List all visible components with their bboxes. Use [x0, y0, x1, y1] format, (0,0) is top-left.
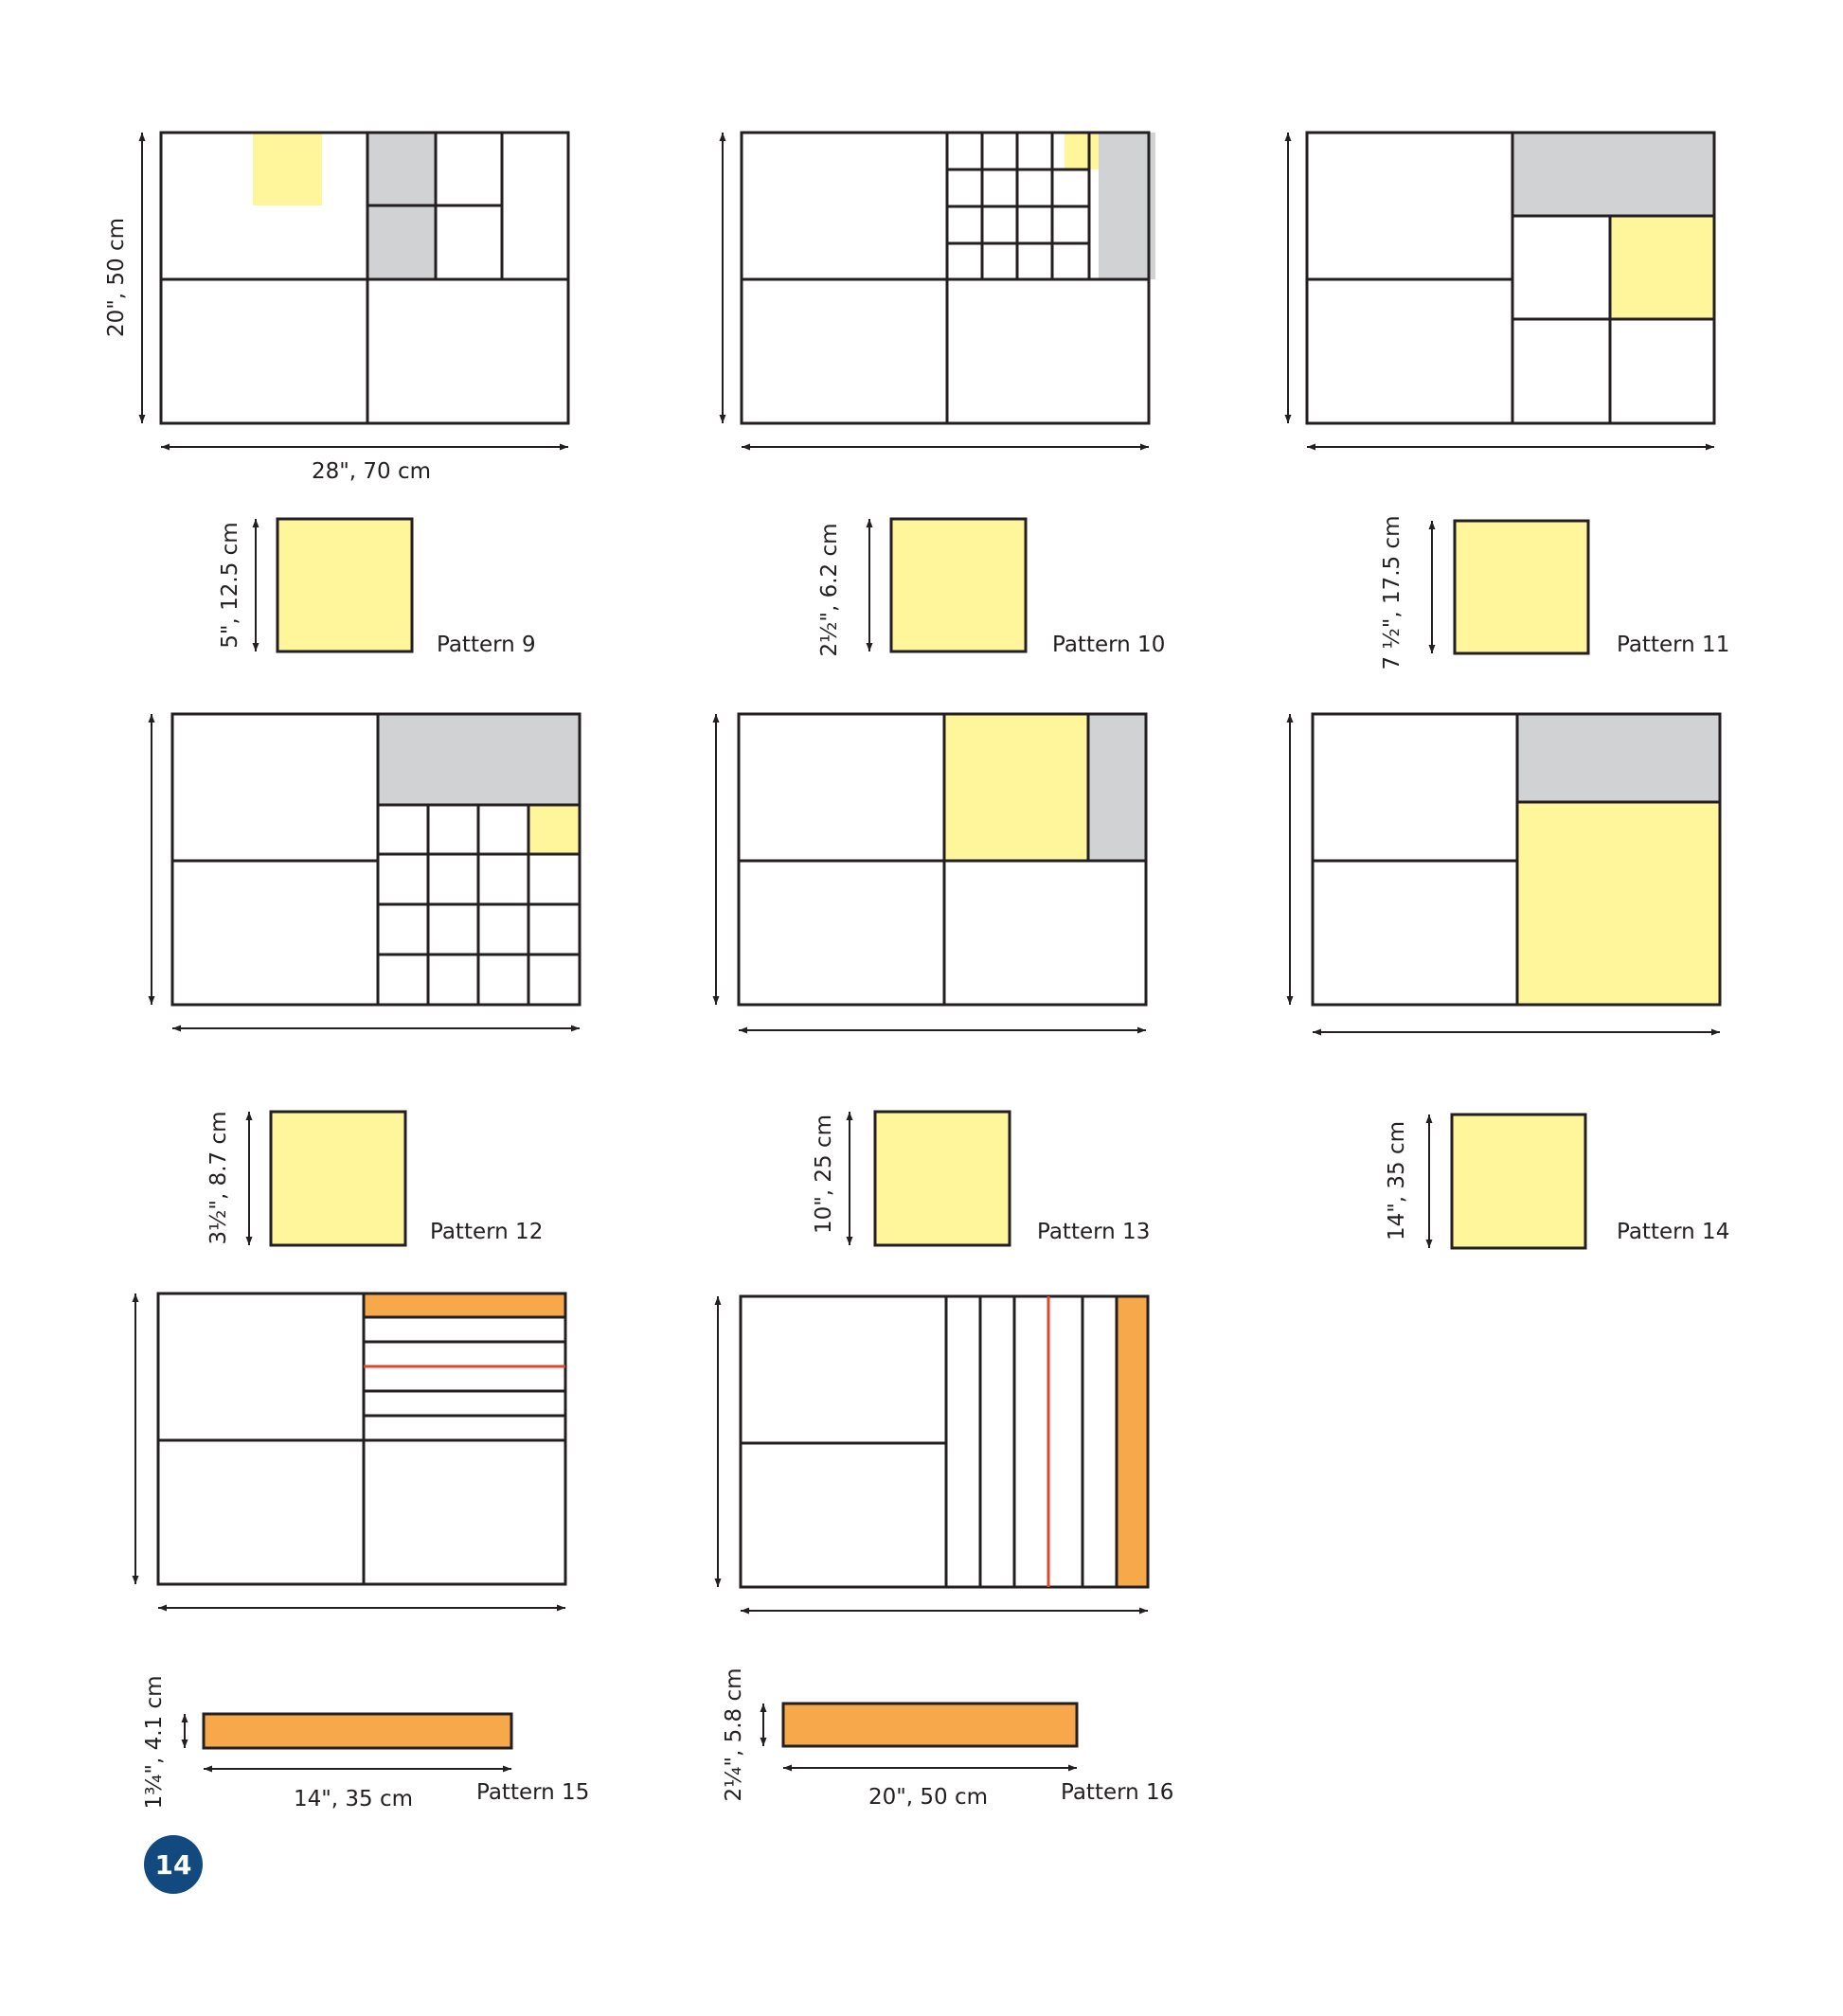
piece-pattern-16 — [763, 1704, 1077, 1768]
piece-size-label-14: 14", 35 cm — [1385, 1120, 1409, 1241]
piece-length-label-16: 20", 50 cm — [868, 1785, 989, 1810]
board-diagram-pattern-15 — [135, 1293, 565, 1608]
piece-pattern-11 — [1432, 521, 1588, 653]
board-height-label: 20", 50 cm — [104, 217, 129, 338]
pattern-11-label: Pattern 11 — [1617, 633, 1730, 657]
board-diagram-pattern-9 — [142, 133, 568, 447]
pattern-13-label: Pattern 13 — [1037, 1220, 1151, 1244]
pattern-12-label: Pattern 12 — [430, 1220, 544, 1244]
pattern-14-label: Pattern 14 — [1617, 1220, 1730, 1244]
pattern-10-label: Pattern 10 — [1052, 633, 1166, 657]
board-diagram-pattern-13 — [716, 714, 1146, 1030]
pattern-9-label: Pattern 9 — [437, 633, 536, 657]
piece-pattern-9 — [256, 519, 412, 651]
board-diagram-pattern-12 — [152, 714, 580, 1028]
piece-pattern-14 — [1429, 1115, 1585, 1248]
piece-pattern-10 — [869, 519, 1026, 651]
pattern-15-label: Pattern 15 — [476, 1780, 590, 1805]
piece-size-label-13: 10", 25 cm — [812, 1114, 836, 1235]
piece-pattern-15 — [185, 1714, 511, 1769]
piece-size-label-12: 3½", 8.7 cm — [206, 1111, 231, 1245]
board-diagram-pattern-10 — [723, 133, 1155, 447]
board-width-label: 28", 70 cm — [311, 459, 432, 484]
page-number-badge — [144, 1835, 203, 1894]
page-number: 14 — [154, 1849, 192, 1881]
board-diagram-pattern-14 — [1290, 714, 1720, 1032]
board-diagram-pattern-16 — [718, 1296, 1148, 1611]
piece-size-label-9: 5", 12.5 cm — [218, 522, 242, 649]
piece-length-label-15: 14", 35 cm — [293, 1787, 414, 1811]
board-diagram-pattern-11 — [1288, 133, 1714, 447]
piece-size-label-16: 2¼", 5.8 cm — [722, 1668, 746, 1802]
piece-pattern-13 — [850, 1112, 1010, 1245]
piece-size-label-10: 2½", 6.2 cm — [817, 523, 842, 657]
pattern-16-label: Pattern 16 — [1061, 1780, 1174, 1805]
piece-pattern-12 — [249, 1112, 405, 1245]
piece-size-label-15: 1¾", 4.1 cm — [142, 1675, 167, 1810]
piece-size-label-11: 7 ½", 17.5 cm — [1380, 515, 1405, 670]
